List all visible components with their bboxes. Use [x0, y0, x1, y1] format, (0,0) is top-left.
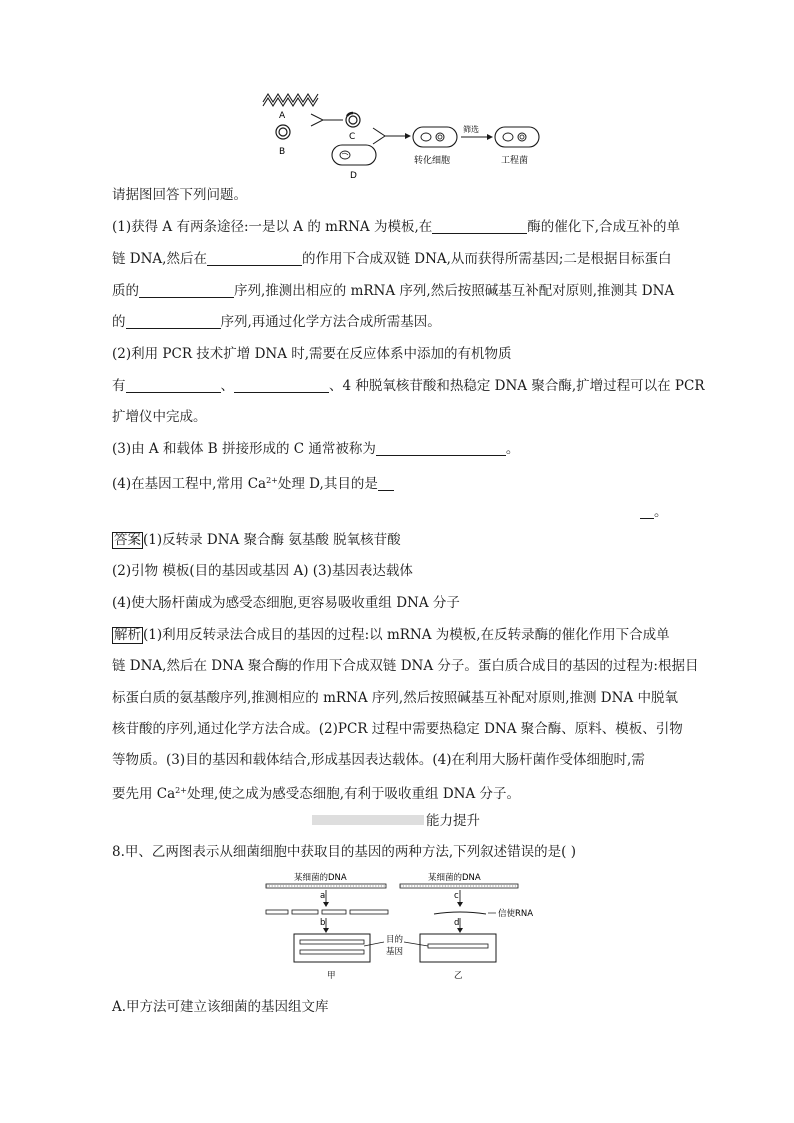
analysis-line-5: 等物质。(3)目的基因和载体结合,形成基因表达载体。(4)在利用大肠杆菌作受体细胞时,需: [112, 752, 645, 768]
q4-line-end: 。: [640, 503, 668, 521]
q8-option-a: A.甲方法可建立该细菌的基因组文库: [112, 999, 329, 1015]
analysis-line-6: 要先用 $Ca^{2+}$处理,使之成为感受态细胞,有利于吸收重组 DNA 分子。: [112, 786, 521, 802]
intro-text: 请据图回答下列问题。: [112, 187, 247, 203]
analysis-tag: 解析: [114, 627, 141, 643]
step-d-label: d: [454, 918, 460, 928]
screening-label: 筛选: [463, 125, 479, 134]
q2-blank-2[interactable]: [234, 378, 329, 393]
label-yi: 乙: [454, 971, 463, 981]
dna-left-label: 某细菌的DNA: [294, 873, 347, 883]
target-gene-pointer-left-icon: [364, 942, 384, 946]
engineered-bacteria-icon: [495, 127, 539, 147]
recombinant-plasmid-c-icon: [346, 113, 360, 127]
dna-left-strand-icon: [266, 884, 386, 888]
target-gene-label-1: 目的: [386, 935, 404, 945]
merge-arrow-2-icon: [373, 128, 405, 144]
q3-line: (3)由 A 和载体 B 拼接形成的 C 通常被称为 。: [112, 441, 520, 457]
analysis-line-3: 标蛋白质的氨基酸序列,推测相应的 mRNA 序列,然后按照碱基互补配对原则,推测 DNA 中脱氧: [112, 690, 678, 706]
answer-tag: 答案: [114, 532, 141, 548]
library-container-jia-icon: [294, 934, 370, 962]
step-c-label: c: [454, 891, 459, 901]
q2-line-1: (2)利用 PCR 技术扩增 DNA 时,需要在反应体系中添加的有机物质: [112, 346, 512, 362]
q1-blank-3[interactable]: [139, 283, 234, 298]
analysis-line-2: 链 DNA,然后在 DNA 聚合酶的作用下合成双链 DNA 分子。蛋白质合成目的基因的过程为:根据目: [112, 658, 699, 674]
q4-blank-end[interactable]: [640, 504, 654, 519]
section-heading-bar: [312, 815, 424, 825]
merge-arrow-1-icon: [311, 114, 343, 126]
target-gene-pointer-right-icon: [404, 942, 428, 946]
q4-blank-start[interactable]: [378, 476, 394, 491]
mrna-strand-icon: [434, 912, 486, 914]
answer-line-2: (2)引物 模板(目的基因或基因 A) (3)基因表达载体: [112, 563, 413, 579]
q4-line: (4)在基因工程中,常用 $Ca^{2+}$处理 D,其目的是: [112, 472, 394, 493]
arrow-a-head-icon: [323, 902, 329, 907]
q8-stem: 8.甲、乙两图表示从细菌细胞中获取目的基因的两种方法,下列叙述错误的是( ): [112, 844, 576, 860]
label-c: C: [349, 132, 356, 142]
transformed-cell-label: 转化细胞: [414, 156, 451, 166]
section-title: 能力提升: [426, 813, 480, 829]
label-d: D: [350, 171, 357, 181]
q2-line-2: 有 、 、4 种脱氧核苷酸和热稳定 DNA 聚合酶,扩增过程可以在 PCR: [112, 378, 705, 394]
screening-arrowhead-icon: [487, 134, 493, 140]
q1-line-3: 质的 序列,推测出相应的 mRNA 序列,然后按照碱基互补配对原则,推测其 DNA: [112, 283, 675, 299]
q2-line-3: 扩增仪中完成。: [112, 409, 207, 425]
q1-blank-4[interactable]: [126, 314, 221, 329]
target-gene-label-2: 基因: [386, 947, 404, 957]
q1-blank-1[interactable]: [432, 219, 527, 234]
transformed-cell-icon: [413, 127, 457, 147]
dna-fragments-icon: [266, 910, 388, 914]
label-jia: 甲: [327, 971, 336, 981]
q1-line-4: 的 序列,再通过化学方法合成所需基因。: [112, 314, 441, 330]
q3-blank[interactable]: [376, 441, 506, 456]
q1-line-1: (1)获得 A 有两条途径:一是以 A 的 mRNA 为模板,在 酶的催化下,合成互补的单: [112, 219, 681, 235]
arrow-c-head-icon: [457, 902, 463, 907]
bacterium-d-icon: [332, 145, 376, 165]
answer-line-3: (4)使大肠杆菌成为感受态细胞,更容易吸收重组 DNA 分子: [112, 595, 460, 611]
mrna-label: 信使RNA: [498, 909, 534, 919]
q1-line-2: 链 DNA,然后在 的作用下合成双链 DNA,从而获得所需基因;二是根据目标蛋白: [112, 251, 672, 267]
step-b-label: b: [320, 918, 326, 928]
engineered-bacteria-label: 工程菌: [501, 156, 529, 166]
dna-fragment-a-icon: [263, 94, 318, 106]
section-heading: [312, 812, 492, 830]
q2-blank-1[interactable]: [126, 378, 221, 393]
dna-right-label: 某细菌的DNA: [428, 873, 481, 883]
arrowhead-icon: [405, 133, 411, 139]
analysis-line-4: 核苷酸的序列,通过化学方法合成。(2)PCR 过程中需要热稳定 DNA 聚合酶、原料、模板、引物: [112, 721, 683, 737]
arrow-d-head-icon: [457, 928, 463, 933]
step-a-label: a: [320, 891, 326, 901]
genetic-engineering-diagram: [255, 92, 555, 182]
gene-acquisition-diagram: [262, 870, 534, 982]
label-a: A: [279, 111, 286, 121]
answer-line-1: 答案 (1)反转录 DNA 聚合酶 氨基酸 脱氧核苷酸: [114, 532, 401, 548]
label-b: B: [279, 147, 286, 157]
dna-right-strand-icon: [400, 884, 518, 888]
q1-blank-2[interactable]: [207, 251, 302, 266]
plasmid-b-icon: [276, 125, 290, 139]
cdna-container-yi-icon: [420, 934, 496, 962]
analysis-line-1: 解析 (1)利用反转录法合成目的基因的过程:以 mRNA 为模板,在反转录酶的催化作用下合成单: [114, 627, 670, 643]
arrow-b-head-icon: [323, 928, 329, 933]
